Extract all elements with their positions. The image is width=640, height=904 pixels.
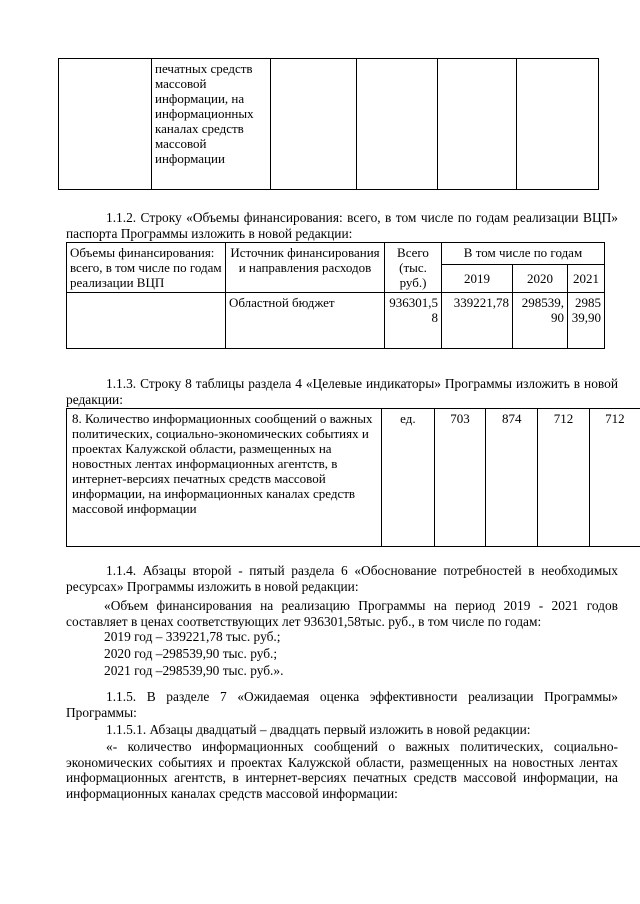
- paragraph-1-1-5: 1.1.5. В разделе 7 «Ожидаемая оценка эффективности реализации Программы» Программы:: [66, 689, 618, 720]
- cell-value-2: 874: [486, 409, 538, 547]
- quote-indicator: «- количество информационных сообщений о важных политических, социально-экономических событиях и проектах Калужской области, размещенных на новостных лентах информационных агентств, в интернет-версиях печатных средств массовой информации, на информационных каналах средств массовой информации:: [66, 739, 618, 801]
- financing-table: [66, 242, 605, 349]
- cell-unit: ед.: [381, 409, 434, 547]
- cell-by-years-header: В том числе по годам: [442, 243, 605, 265]
- paragraph-1-1-4: 1.1.4. Абзацы второй - пятый раздела 6 «Обоснование потребностей в необходимых ресурсах» Программы изложить в новой редакции:: [66, 563, 618, 594]
- cell-indicator-name: 8. Количество информационных сообщений о важных политических, социально-экономических событиях и проектах Калужской области, размещенных на новостных лентах информационных агентств, в интернет-версиях печатных средств массовой информации, на информационных каналах средств массовой информации: [67, 409, 382, 547]
- cell-value-1: 703: [434, 409, 485, 547]
- cell-total-header: Всего (тыс. руб.): [385, 243, 442, 293]
- line-2020: 2020 год –298539,90 тыс. руб.;: [104, 646, 278, 661]
- cell-empty-4: [438, 59, 517, 190]
- paragraph-1-1-5-1: 1.1.5.1. Абзацы двадцатый – двадцать первый изложить в новой редакции:: [106, 722, 531, 737]
- line-2021: 2021 год –298539,90 тыс. руб.».: [104, 663, 284, 678]
- cell-2019: 339221,78: [442, 293, 513, 349]
- cell-value-4: 712: [589, 409, 640, 547]
- quote-financing: «Объем финансирования на реализацию Программы на период 2019 - 2021 годов составляет в ценах соответствующих лет 936301,58тыс. руб., в том числе по годам:: [66, 598, 618, 629]
- cell-empty-2: [271, 59, 357, 190]
- cell-source: Областной бюджет: [226, 293, 385, 349]
- cell-empty-3: [357, 59, 438, 190]
- continuation-table: [58, 58, 599, 190]
- cell-empty-1: [59, 59, 152, 190]
- cell-empty: [67, 293, 226, 349]
- cell-value-3: 712: [538, 409, 589, 547]
- cell-year-2021: 2021: [568, 265, 605, 293]
- indicator-table: [66, 408, 640, 547]
- cell-year-2020: 2020: [513, 265, 568, 293]
- paragraph-1-1-3: 1.1.3. Строку 8 таблицы раздела 4 «Целевые индикаторы» Программы изложить в новой редакции:: [66, 376, 618, 407]
- cell-total: 936301,58: [385, 293, 442, 349]
- cell-empty-5: [517, 59, 599, 190]
- line-2019: 2019 год – 339221,78 тыс. руб.;: [104, 629, 281, 644]
- cell-2020: 298539,90: [513, 293, 568, 349]
- cell-source-header: Источник финансирования и направления расходов: [226, 243, 385, 293]
- cell-year-2019: 2019: [442, 265, 513, 293]
- cell-volumes-label: Объемы финансирования: всего, в том числе по годам реализации ВЦП: [67, 243, 226, 293]
- cell-description: печатных средств массовой информации, на информационных каналах средств массовой информации: [152, 59, 271, 190]
- cell-2021: 298539,90: [568, 293, 605, 349]
- paragraph-1-1-2: 1.1.2. Строку «Объемы финансирования: всего, в том числе по годам реализации ВЦП» паспорта Программы изложить в новой редакции:: [66, 210, 618, 241]
